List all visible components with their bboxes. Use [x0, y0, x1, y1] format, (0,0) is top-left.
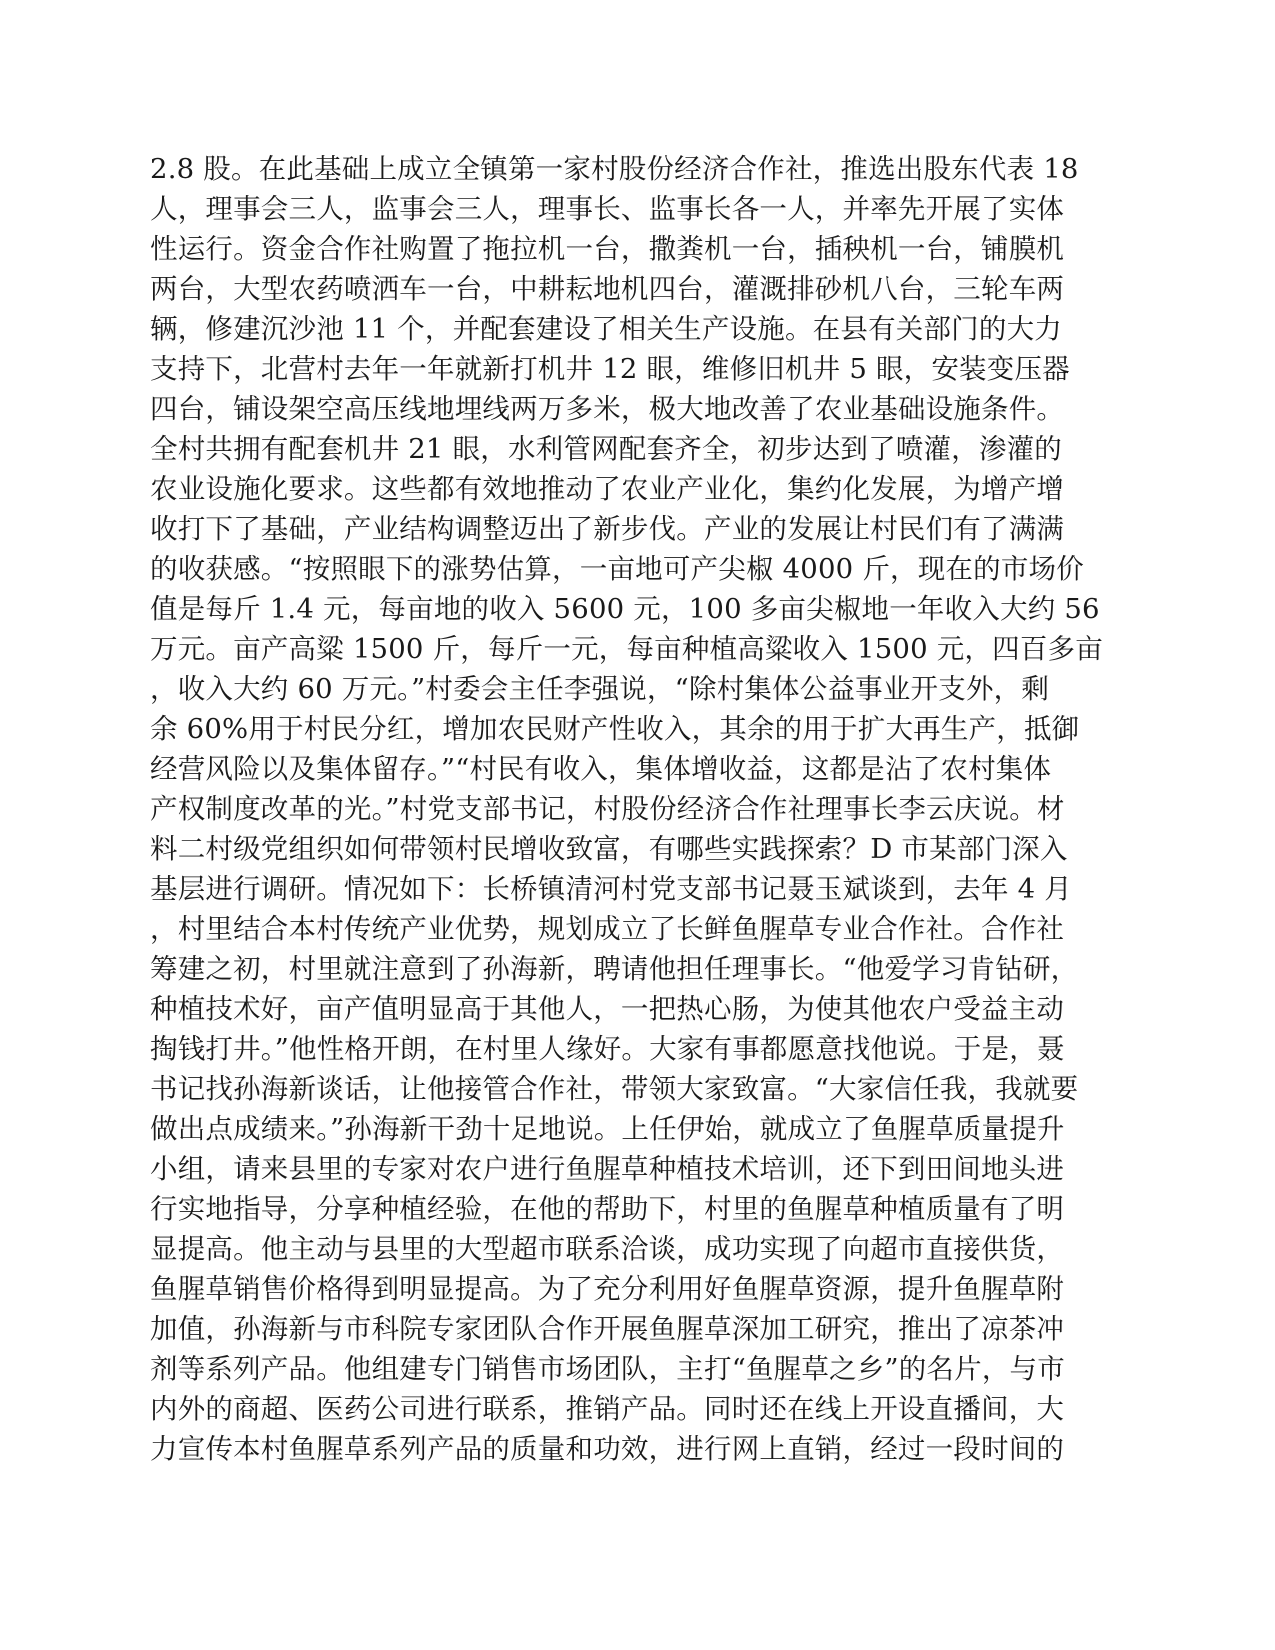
text-line: 内外的商超、医药公司进行联系，推销产品。同时还在线上开设直播间，大 [150, 1393, 1065, 1425]
text-line: 人，理事会三人，监事会三人，理事长、监事长各一人，并率先开展了实体 [150, 193, 1065, 225]
text-line: 经营风险以及集体留存。”“村民有收入，集体增收益，这都是沾了农村集体 [150, 753, 1052, 785]
text-line: 产权制度改革的光。”村党支部书记，村股份经济合作社理事长李云庆说。材 [150, 793, 1065, 825]
body-text [150, 149, 1130, 1469]
text-line: 全村共拥有配套机井 21 眼，水利管网配套齐全，初步达到了喷灌，渗灌的 [150, 433, 1062, 465]
text-line: 2.8 股。在此基础上成立全镇第一家村股份经济合作社，推选出股东代表 18 [150, 153, 1079, 185]
text-line: 收打下了基础，产业结构调整迈出了新步伐。产业的发展让村民们有了满满 [150, 513, 1065, 545]
text-line: 书记找孙海新谈话，让他接管合作社，带领大家致富。“大家信任我，我就要 [150, 1073, 1079, 1105]
text-line: 种植技术好，亩产值明显高于其他人，一把热心肠，为使其他农户受益主动 [150, 993, 1065, 1025]
text-line: 余 60%用于村民分红，增加农民财产性收入，其余的用于扩大再生产，抵御 [150, 713, 1080, 745]
text-line: ，收入大约 60 万元。”村委会主任李强说，“除村集体公益事业开支外，剩 [150, 673, 1050, 705]
text-line: 农业设施化要求。这些都有效地推动了农业产业化，集约化发展，为增产增 [150, 473, 1065, 505]
text-line: 小组，请来县里的专家对农户进行鱼腥草种植技术培训，还下到田间地头进 [150, 1153, 1065, 1185]
text-line: 掏钱打井。”他性格开朗，在村里人缘好。大家有事都愿意找他说。于是，聂 [150, 1033, 1065, 1065]
text-line: 剂等系列产品。他组建专门销售市场团队，主打“鱼腥草之乡”的名片，与市 [150, 1353, 1065, 1385]
text-line: 两台，大型农药喷洒车一台，中耕耘地机四台，灌溉排砂机八台，三轮车两 [150, 273, 1065, 305]
text-line: 的收获感。“按照眼下的涨势估算，一亩地可产尖椒 4000 斤，现在的市场价 [150, 553, 1084, 585]
text-line: 显提高。他主动与县里的大型超市联系洽谈，成功实现了向超市直接供货， [150, 1233, 1065, 1265]
text-line: ，村里结合本村传统产业优势，规划成立了长鲜鱼腥草专业合作社。合作社 [150, 913, 1065, 945]
text-line: 四台，铺设架空高压线地埋线两万多米，极大地改善了农业基础设施条件。 [150, 393, 1065, 425]
text-line: 支持下，北营村去年一年就新打机井 12 眼，维修旧机井 5 眼，安装变压器 [150, 353, 1070, 385]
text-line: 筹建之初，村里就注意到了孙海新，聘请他担任理事长。“他爱学习肯钻研， [150, 953, 1079, 985]
text-line: 万元。亩产高粱 1500 斤，每斤一元，每亩种植高粱收入 1500 元，四百多亩 [150, 633, 1103, 665]
text-line: 做出点成绩来。”孙海新干劲十足地说。上任伊始，就成立了鱼腥草质量提升 [150, 1113, 1065, 1145]
text-line: 料二村级党组织如何带领村民增收致富，有哪些实践探索？D 市某部门深入 [150, 833, 1068, 865]
text-line: 值是每斤 1.4 元，每亩地的收入 5600 元，100 多亩尖椒地一年收入大约 56 [150, 593, 1100, 625]
text-line: 行实地指导，分享种植经验，在他的帮助下，村里的鱼腥草种植质量有了明 [150, 1193, 1065, 1225]
text-line: 辆，修建沉沙池 11 个，并配套建设了相关生产设施。在县有关部门的大力 [150, 313, 1062, 345]
text-line: 基层进行调研。情况如下：长桥镇清河村党支部书记聂玉斌谈到，去年 4 月 [150, 873, 1072, 905]
text-line: 鱼腥草销售价格得到明显提高。为了充分利用好鱼腥草资源，提升鱼腥草附 [150, 1273, 1065, 1305]
text-line: 力宣传本村鱼腥草系列产品的质量和功效，进行网上直销，经过一段时间的 [150, 1433, 1065, 1465]
text-line: 加值，孙海新与市科院专家团队合作开展鱼腥草深加工研究，推出了凉茶冲 [150, 1313, 1065, 1345]
text-line: 性运行。资金合作社购置了拖拉机一台，撒粪机一台，插秧机一台，铺膜机 [150, 233, 1065, 265]
